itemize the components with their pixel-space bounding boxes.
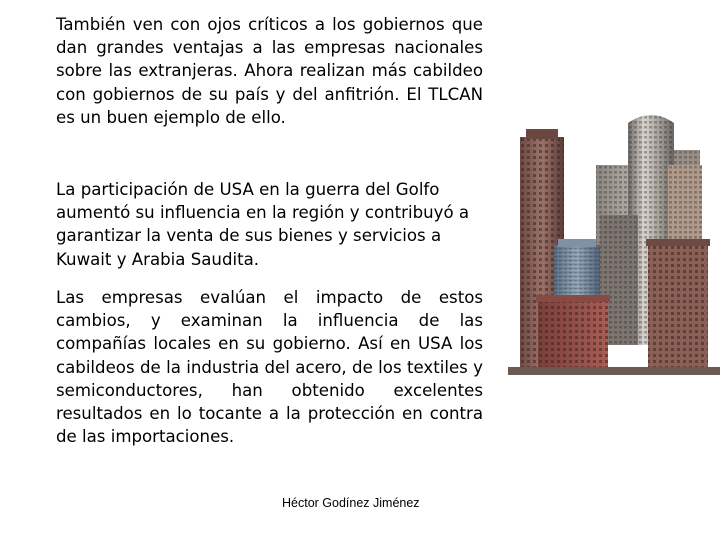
paragraph-2: La participación de USA en la guerra del Golfo aumentó su influencia en la región y contribuyó a garantizar la venta de sus bienes y servicios a Kuwait y Arabia Saudita.	[56, 180, 470, 269]
paragraph-1: También ven con ojos críticos a los gobiernos que dan grandes ventajas a las empresas nacionales sobre las extranjeras. Ahora realizan más cabildeo con gobiernos de su país y del anfitrión. El TLCAN es un buen ejemplo de ello.	[56, 15, 483, 127]
paragraph-3: Las empresas evalúan el impacto de estos cambios, y examinan la influencia de las compañías locales en su gobierno. Así en USA los cabildeos de la industria del acero, de los textiles y semiconductores, han obtenido excelentes resultados en lo tocante a la protección en contra de las importaciones.	[56, 288, 483, 447]
skyscrapers-illustration	[508, 95, 720, 375]
author-footer: Héctor Godínez Jiménez	[282, 496, 420, 510]
